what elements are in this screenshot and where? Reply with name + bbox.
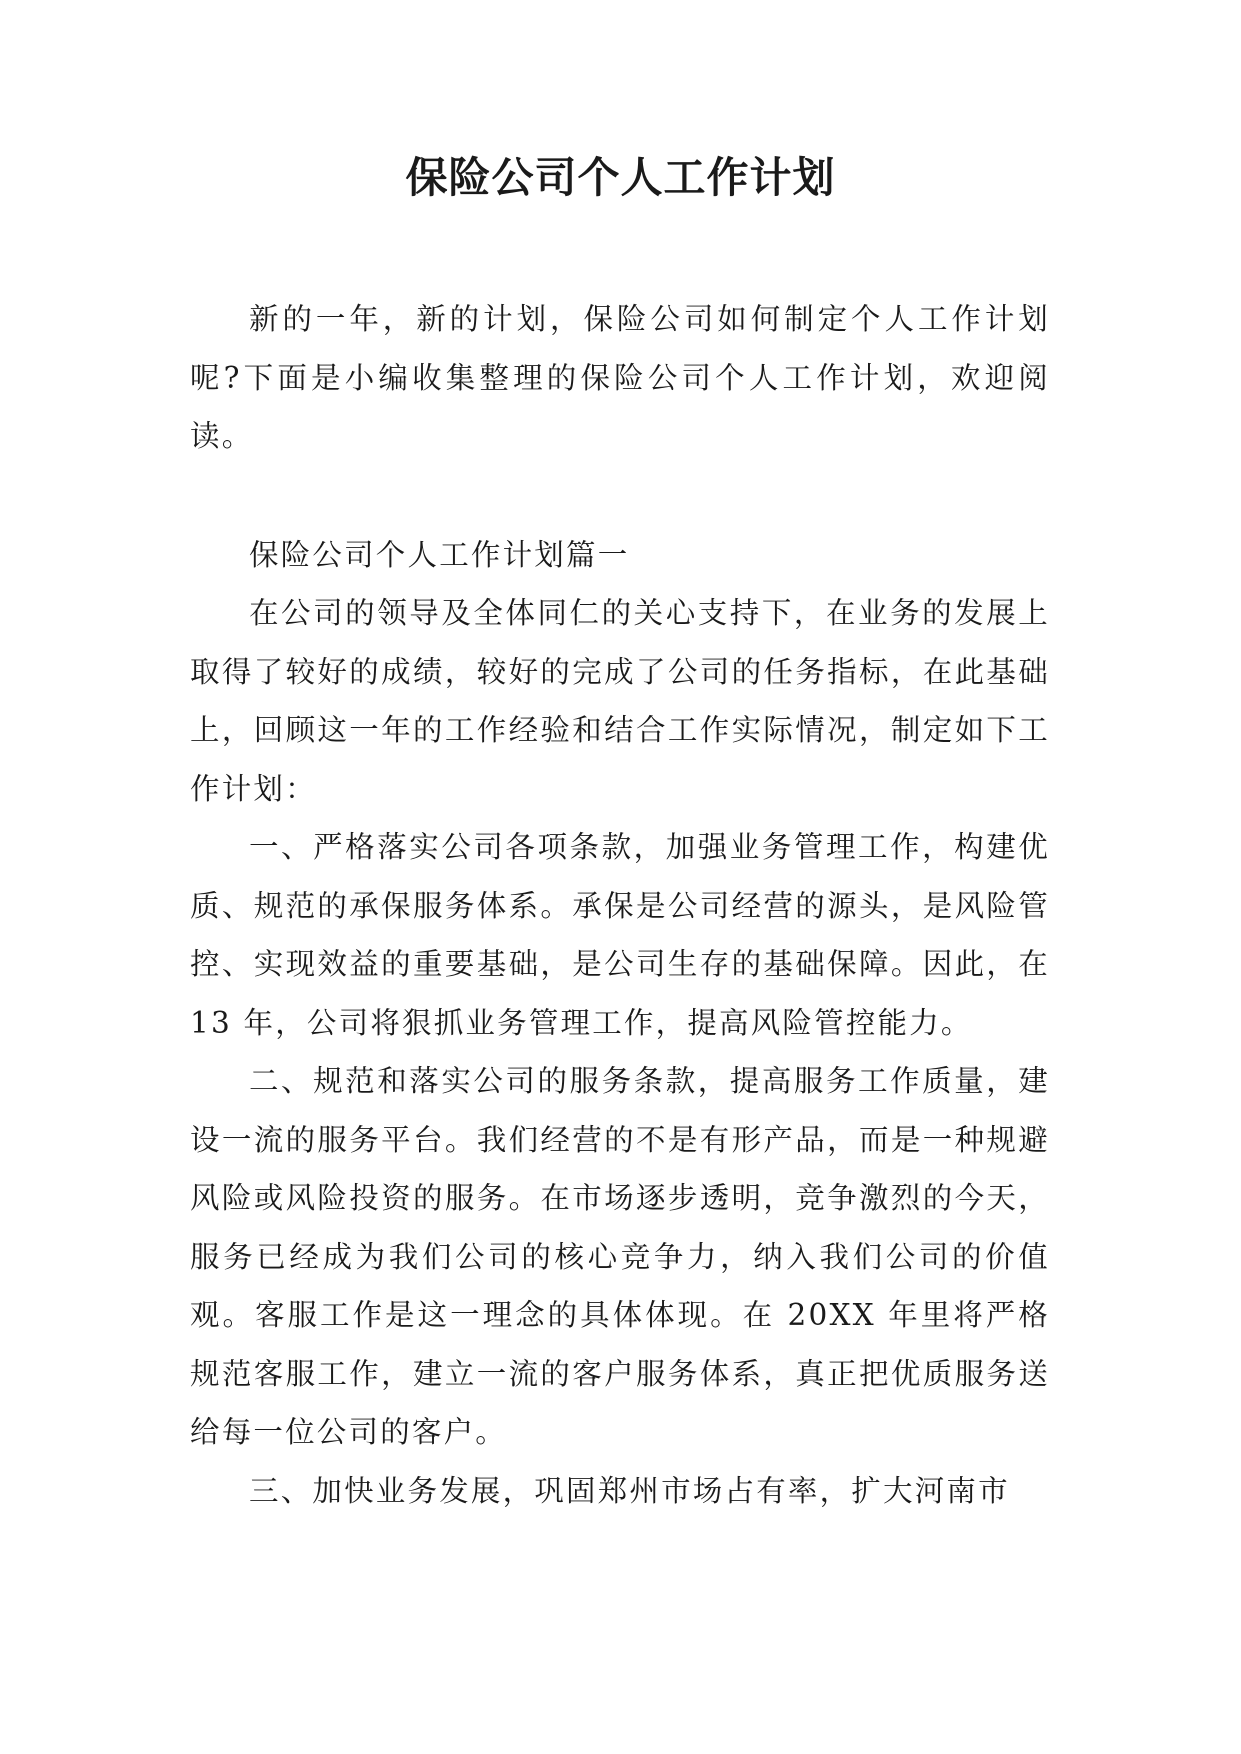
body-paragraph: 在公司的领导及全体同仁的关心支持下，在业务的发展上取得了较好的成绩，较好的完成了公司的任务指标，在此基础上，回顾这一年的工作经验和结合工作实际情况，制定如下工作计划： [190,596,1050,806]
paragraph-gap [190,466,1050,526]
body-paragraph: 二、规范和落实公司的服务条款，提高服务工作质量，建设一流的服务平台。我们经营的不是有形产品，而是一种规避风险或风险投资的服务。在市场逐步透明，竞争激烈的今天，服务已经成为我们公司的核心竞争力，纳入我们公司的价值观。客服工作是这一理念的具体体现。在 20XX 年里将严格规范客服工作，建立一流的客户服务体系，真正把优质服务送给每一位公司的客户。 [190,1064,1050,1449]
document-title: 保险公司个人工作计划 [405,153,836,202]
document-body [190,290,1050,1520]
section-heading: 保险公司个人工作计划篇一 [249,537,630,572]
intro-paragraph: 新的一年，新的计划，保险公司如何制定个人工作计划呢?下面是小编收集整理的保险公司个人工作计划，欢迎阅读。 [190,302,1050,453]
body-paragraph: 一、严格落实公司各项条款，加强业务管理工作，构建优质、规范的承保服务体系。承保是公司经营的源头，是风险管控、实现效益的重要基础，是公司生存的基础保障。因此，在 13 年，公司将狠抓业务管理工作，提高风险管控能力。 [190,830,1050,1040]
body-paragraph: 三、加快业务发展，巩固郑州市场占有率，扩大河南市 [249,1473,1010,1508]
